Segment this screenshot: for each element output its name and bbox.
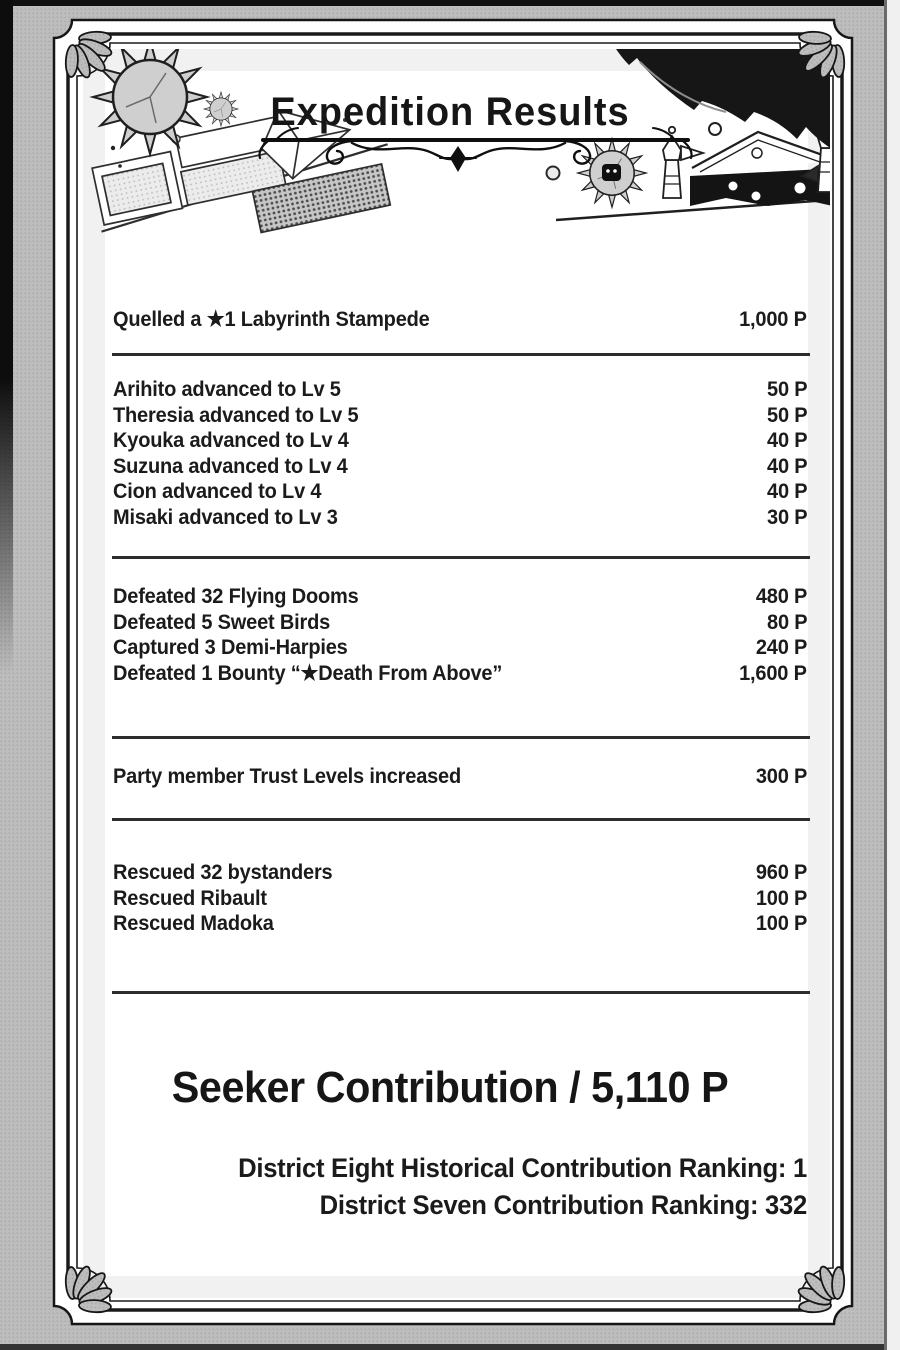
result-row xyxy=(113,635,807,661)
result-row xyxy=(113,661,807,687)
result-row xyxy=(113,505,807,531)
section-divider xyxy=(112,736,810,739)
result-row xyxy=(113,886,807,912)
result-value: 40 P xyxy=(766,428,807,453)
battle-results-section xyxy=(113,584,807,686)
section-divider xyxy=(112,991,810,994)
ranking-lines xyxy=(113,1150,807,1224)
result-value: 480 P xyxy=(755,584,807,609)
result-row xyxy=(113,454,807,480)
result-value: 50 P xyxy=(766,377,807,402)
result-label: Rescued 32 bystanders xyxy=(113,860,333,885)
result-value: 100 P xyxy=(755,885,807,910)
stampede-section xyxy=(113,307,807,333)
page-title: Expedition Results xyxy=(270,90,630,134)
result-row xyxy=(113,479,807,505)
result-label: Captured 3 Demi-Harpies xyxy=(113,635,348,660)
result-value: 40 P xyxy=(766,479,807,504)
result-value: 30 P xyxy=(766,504,807,529)
result-value: 80 P xyxy=(766,609,807,634)
result-row xyxy=(113,428,807,454)
result-row xyxy=(113,610,807,636)
result-row xyxy=(113,307,807,333)
seeker-contribution-total: Seeker Contribution / 5,110 P xyxy=(171,1063,729,1112)
section-divider xyxy=(112,556,810,559)
result-label: Rescued Madoka xyxy=(113,911,274,936)
section-divider xyxy=(112,353,810,356)
result-label: Party member Trust Levels increased xyxy=(113,764,462,789)
result-label: Arihito advanced to Lv 5 xyxy=(113,377,341,402)
result-label: Misaki advanced to Lv 3 xyxy=(113,504,338,529)
section-divider xyxy=(112,818,810,821)
result-row xyxy=(113,377,807,403)
result-label: Defeated 32 Flying Dooms xyxy=(113,584,359,609)
result-value: 960 P xyxy=(755,860,807,885)
result-value: 40 P xyxy=(766,453,807,478)
district-seven-ranking: District Seven Contribution Ranking: 332 xyxy=(319,1190,807,1220)
result-value: 300 P xyxy=(755,764,807,789)
result-label: Cion advanced to Lv 4 xyxy=(113,479,322,504)
result-value: 1,000 P xyxy=(739,307,807,332)
result-value: 240 P xyxy=(755,635,807,660)
result-label: Kyouka advanced to Lv 4 xyxy=(113,428,349,453)
result-label: Rescued Ribault xyxy=(113,885,267,910)
result-label: Defeated 1 Bounty “★Death From Above” xyxy=(113,660,503,685)
rescue-section xyxy=(113,860,807,937)
result-row xyxy=(113,764,807,790)
result-row xyxy=(113,584,807,610)
result-label: Suzuna advanced to Lv 4 xyxy=(113,453,348,478)
trust-section xyxy=(113,764,807,790)
result-row xyxy=(113,911,807,937)
result-row xyxy=(113,403,807,429)
result-value: 50 P xyxy=(766,402,807,427)
result-value: 1,600 P xyxy=(739,660,807,685)
district-eight-ranking: District Eight Historical Contribution Ranking: 1 xyxy=(238,1153,807,1183)
result-value: 100 P xyxy=(755,911,807,936)
result-label: Defeated 5 Sweet Birds xyxy=(113,609,331,634)
result-label: Theresia advanced to Lv 5 xyxy=(113,402,359,427)
level-up-section xyxy=(113,377,807,530)
result-row xyxy=(113,860,807,886)
result-label: Quelled a ★1 Labyrinth Stampede xyxy=(113,307,430,332)
